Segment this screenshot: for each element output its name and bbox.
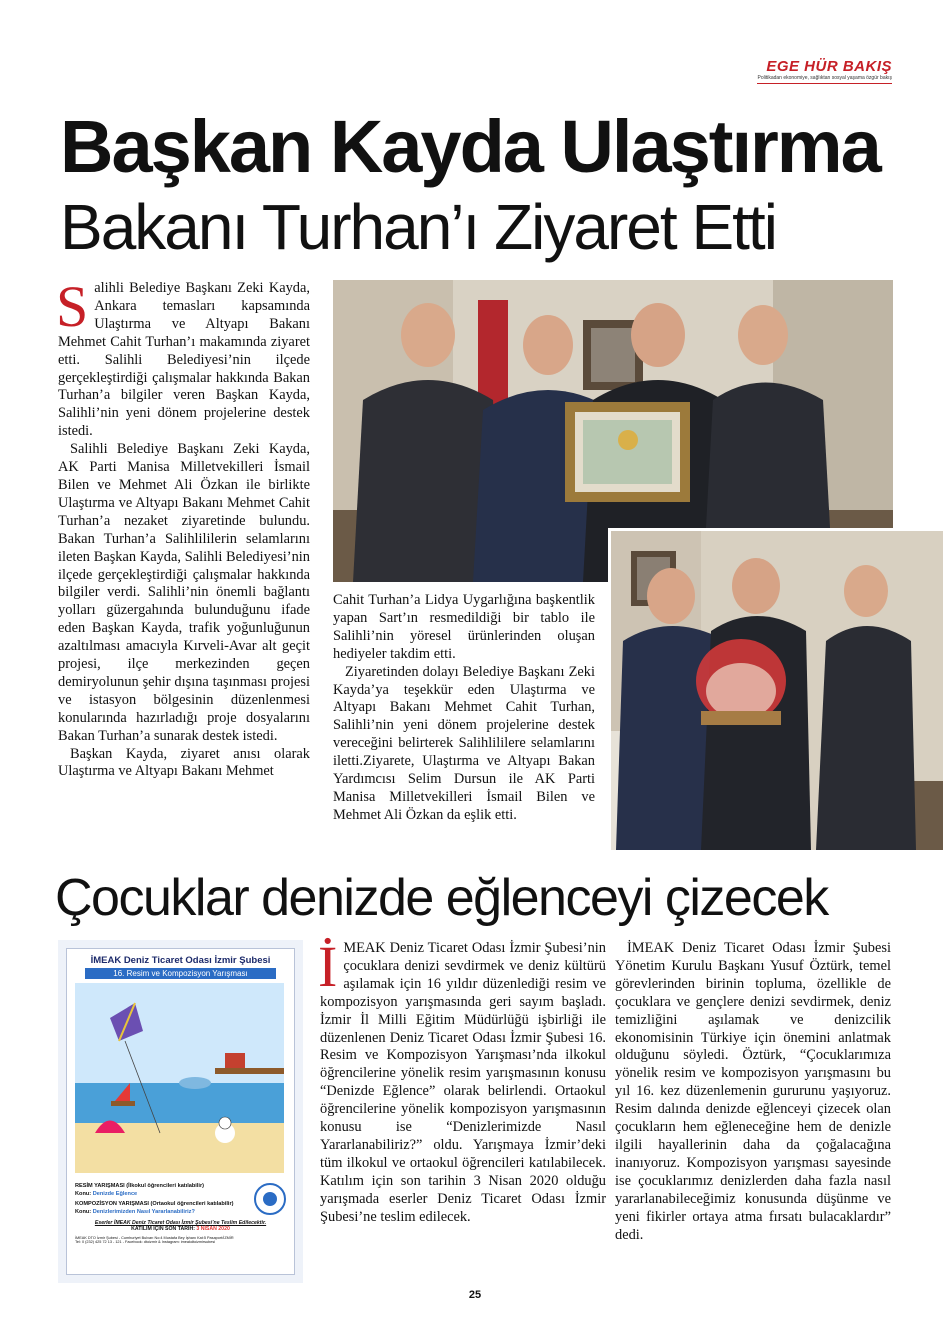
competition-poster xyxy=(58,940,303,1283)
brand-name: EGE HÜR BAKIŞ xyxy=(766,58,892,75)
article1-column-1 xyxy=(56,274,310,781)
article1-title-line2: Bakanı Turhan’ı Ziyaret Etti xyxy=(60,191,776,263)
poster-emblem xyxy=(254,1183,286,1215)
article1-paragraph: alihli Belediye Başkanı Zeki Kayda, Ankara temasları kapsamında Ulaştırma ve Altyapı Bakanı Mehmet Cahit Turhan’ı makamında ziyaret etti. Salihli Belediyesi’nin ilçede gerçekleştirdiği çalışmalar hakkında Bakan Turhan’a bilgiler veren Başkan Kayda, Salihli’nin yeni dönem projelerine destek istedi. xyxy=(58,280,310,440)
article2-dropcap: İ xyxy=(318,934,338,999)
article2-paragraph: İMEAK Deniz Ticaret Odası İzmir Şubesi Yönetim Kurulu Başkanı Yusuf Öztürk, temel görevlerinden birinin topluma, özellikle de çocuklara ve gençlere denizi sevdirmek, deniz temizliğini aşılamak ve denizcilik ekonomisinin Türkiye için önemini anlatmak olduğunu söyledi. Öztürk, “Çocuklarımıza yönelik resim ve kompozisyon yarışmasını bu yıl 16. kez düzenlemenin gururunu yaşıyoruz. Resim dalında denizde eğlenceyi çizecek olan çocukların hem eğleneceğine hem de denizle ilgili hayallerinin daha da çoğalacağına inanıyoruz. Kompozisyon yarışması sayesinde ise çocuklarımız denizlerden daha fazla nasıl yararlanabileceğimiz konusunda düşünme ve yeni fikirler ortaya atma fırsatı bulacaklardır” dedi. xyxy=(615,940,891,1243)
poster-footer-2: Tel: 0 (232) 425 72 13 - 121 - Facebook: dtoizmir & Instagram: imeakdtoizmirsubesi xyxy=(75,1240,216,1244)
poster-title: İMEAK Deniz Ticaret Odası İzmir Şubesi xyxy=(90,955,271,966)
article1-title-line1: Başkan Kayda Ulaştırma xyxy=(60,105,880,188)
photo-2-illustration xyxy=(611,531,943,850)
page-number: 25 xyxy=(468,1289,482,1301)
poster-komp-konu-label: Konu: xyxy=(75,1209,92,1215)
poster-subtitle: 16. Resim ve Kompozisyon Yarışması xyxy=(85,968,276,979)
poster-komp-label: KOMPOZİSYON YARIŞMASI (Ortaokul öğrencileri katılabilir) xyxy=(75,1201,234,1207)
article2-column-2 xyxy=(615,940,891,1244)
brand-tagline: Politikadan ekonomiye, sağlıktan sosyal yaşama özgür bakış xyxy=(757,75,892,81)
article2-column-1 xyxy=(318,934,606,1227)
article1-column-2 xyxy=(333,592,595,825)
anchor-icon xyxy=(263,1192,277,1206)
article1-dropcap: S xyxy=(56,274,89,339)
poster-resim-konu: Denizde Eğlence xyxy=(92,1191,138,1197)
poster-resim-konu-label: Konu: xyxy=(75,1191,92,1197)
article1-paragraph: Salihli Belediye Başkanı Zeki Kayda, AK Parti Manisa Milletvekilleri İsmail Bilen ve Mehmet Ali Özkan ile birlikte Ulaştırma ve Altyapı Bakanı Mehmet Cahit Turhan’a nezaket ziyaretinde bulundu. Bakan Turhan’a Salihlililerin selamlarını ileten Başkan Kayda, Salihli Belediyesi’nin ilçede gerçekleştirdiği çalışmalar hakkında bilgiler verdi. Salihli’nin önemli bağlantı yolları güzergahında bulunduğunu ifade eden Başkan Kayda, trafik yoğunluğunun azaltılması amacıyla Kırveli-Avar alt geçit projesi, ilçe merkezinden geçen demiryolunun şehir dışına taşınması projesi ve istasyon bölgesinin düzenlenmesi konularında hazırladığı proje dosyalarını Bakan Turhan’a sunarak destek istedi. xyxy=(58,441,310,744)
brand-rule xyxy=(757,83,892,84)
article2-title: Çocuklar denizde eğlenceyi çizecek xyxy=(55,869,828,927)
brand-logo xyxy=(757,58,892,84)
article1-paragraph: Başkan Kayda, ziyaret anısı olarak Ulaştırma ve Altyapı Bakanı Mehmet xyxy=(58,745,310,780)
poster-footer-1: İMEAK DTO İzmir Şubesi - Cumhuriyet Bulvarı No:4 Mustafa Bey İşhanı Kat:5 Pasaport/İZMİR xyxy=(75,1236,234,1240)
article2-paragraph: MEAK Deniz Ticaret Odası İzmir Şubesi’nin çocuklara denizi sevdirmek ve deniz kültürü aşılamak için 16 yıldır düzenlediği resim ve kompozisyon yarışmasında geri sayım başladı. İzmir İl Milli Eğitim Müdürlüğü işbirliği ile düzenlenen Deniz Ticaret Odası İzmir Şubesi 16. Resim ve Kompozisyon Yarışması’nda ilkokul öğrencilerine yönelik resim yarışmasının konusu “Denizde Eğlence” olarak belirlendi. Ortaokul öğrencilerine yönelik kompozisyon yarışmasının konusu ise “Denizlerimizde Nasıl Yararlanabiliriz?” oldu. Yarışmaya İzmir’deki tüm ilkokul ve ortaokul öğrencileri katılabilecek. Katılım için son tarihin 3 Nisan 2020 olduğu yarışmada eserler Deniz Ticaret Odası İzmir Şubesi’ne teslim edilecek. xyxy=(320,940,606,1225)
poster-son-tarih: 3 NİSAN 2020 xyxy=(196,1226,230,1232)
photo-gift-basket xyxy=(608,528,946,853)
poster-teslim: Eserler İMEAK Deniz Ticaret Odası İzmir Şubesi’ne Teslim Edilecektir. xyxy=(94,1220,267,1226)
poster-son-tarih-label: KATILIM İÇİN SON TARİH: xyxy=(131,1226,195,1232)
article1-paragraph: Ziyaretinden dolayı Belediye Başkanı Zeki Kayda’ya teşekkür eden Ulaştırma ve Altyapı Bakanı Mehmet Cahit Turhan, Salihli’nin yeni dönem projelerine destek vereceğini belirterek Salihlililere selamlarını iletti.Ziyarete, Ulaştırma ve Altyapı Bakan Yardımcısı Selim Dursun ile AK Parti Manisa Milletvekilleri İsmail Bilen ve Mehmet Ali Özkan da eşlik etti. xyxy=(333,663,595,823)
poster-resim-label: RESİM YARIŞMASI (İlkokul öğrencileri katılabilir) xyxy=(75,1183,204,1189)
poster-komp-konu: Denizlerimizden Nasıl Yararlanabiliriz? xyxy=(92,1209,195,1215)
article1-paragraph: Cahit Turhan’a Lidya Uygarlığına başkentlik yapan Sart’ın resmedildiği bir tablo ile Salihli’nin yöresel ürünlerinden oluşan hediyeler takdim etti. xyxy=(333,592,595,662)
poster-drawing xyxy=(75,983,284,1173)
